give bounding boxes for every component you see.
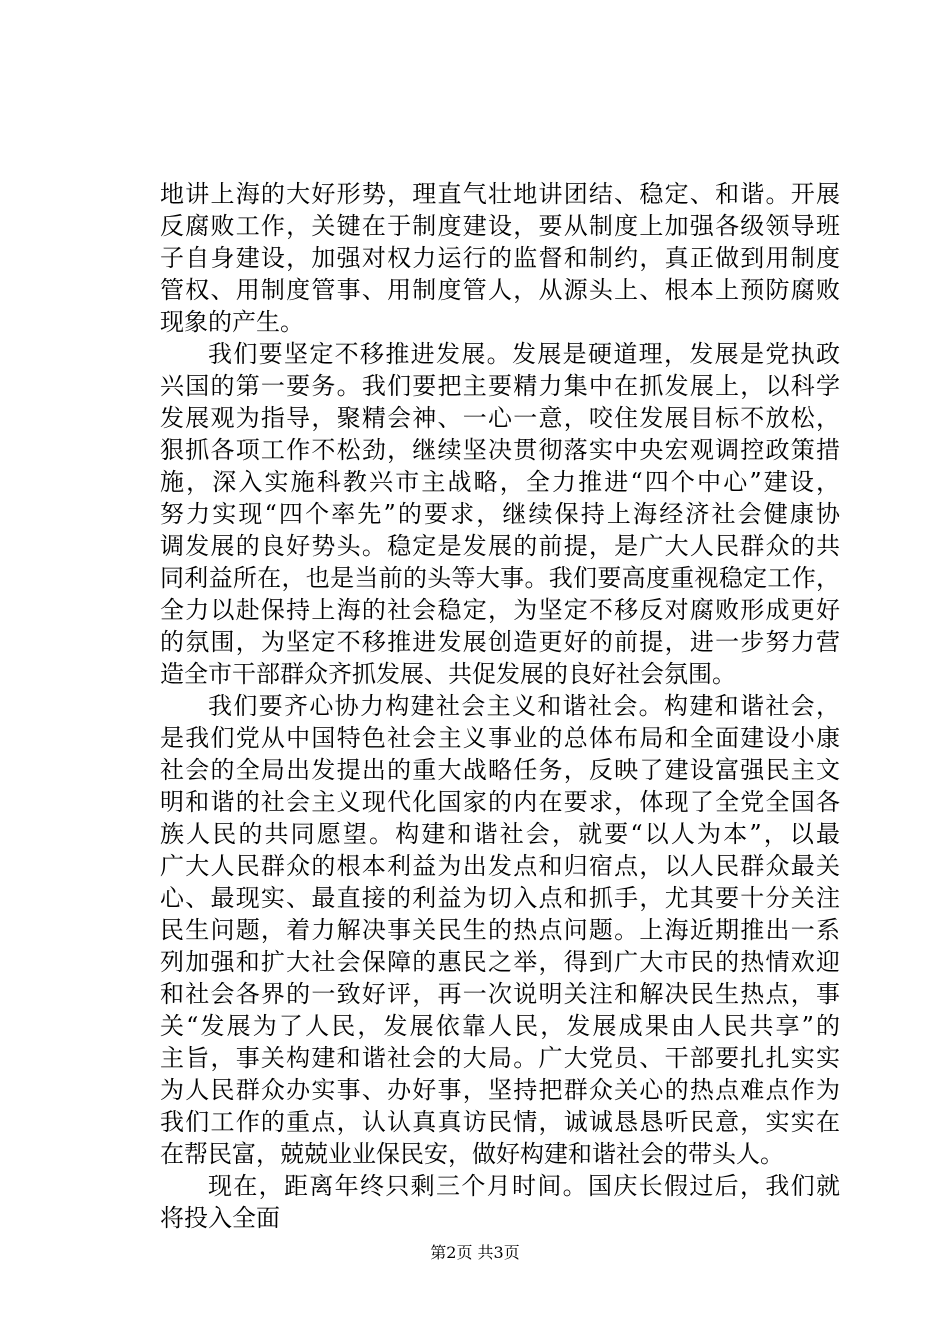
text-line: 心、最现实、最直接的利益为切入点和抓手，尤其要十分关注 bbox=[160, 884, 840, 912]
text-line: 我们要坚定不移推进发展。发展是硬道理，发展是党执政 bbox=[208, 340, 840, 368]
text-line: 调发展的良好势头。稳定是发展的前提，是广大人民群众的共 bbox=[160, 532, 840, 560]
text-line: 关“发展为了人民，发展依靠人民，发展成果由人民共享”的 bbox=[160, 1012, 840, 1040]
text-line: 管权、用制度管事、用制度管人，从源头上、根本上预防腐败 bbox=[160, 276, 840, 304]
paragraph bbox=[160, 338, 840, 690]
text-line: 施，深入实施科教兴市主战略，全力推进“四个中心”建设， bbox=[160, 468, 840, 496]
text-line: 广大人民群众的根本利益为出发点和归宿点，以人民群众最关 bbox=[160, 852, 840, 880]
text-line: 努力实现“四个率先”的要求，继续保持上海经济社会健康协 bbox=[160, 500, 840, 528]
paragraph bbox=[160, 1170, 840, 1234]
text-line: 全力以赴保持上海的社会稳定，为坚定不移反对腐败形成更好 bbox=[160, 596, 840, 624]
text-line: 的氛围，为坚定不移推进发展创造更好的前提，进一步努力营 bbox=[160, 628, 840, 656]
text-line: 发展观为指导，聚精会神、一心一意，咬住发展目标不放松， bbox=[160, 404, 840, 432]
page-footer bbox=[0, 1243, 950, 1263]
text-line: 是我们党从中国特色社会主义事业的总体布局和全面建设小康 bbox=[160, 724, 840, 752]
text-line: 在帮民富，兢兢业业保民安，做好构建和谐社会的带头人。 bbox=[160, 1140, 784, 1168]
page-number-label: 第2页 共3页 bbox=[430, 1243, 520, 1262]
text-line: 造全市干部群众齐抓发展、共促发展的良好社会氛围。 bbox=[160, 660, 736, 688]
text-line: 列加强和扩大社会保障的惠民之举，得到广大市民的热情欢迎 bbox=[160, 948, 840, 976]
paragraph bbox=[160, 178, 840, 338]
text-line: 社会的全局出发提出的重大战略任务，反映了建设富强民主文 bbox=[160, 756, 840, 784]
text-line: 地讲上海的大好形势，理直气壮地讲团结、稳定、和谐。开展 bbox=[160, 180, 840, 208]
text-line: 和社会各界的一致好评，再一次说明关注和解决民生热点，事 bbox=[160, 980, 840, 1008]
text-line: 主旨，事关构建和谐社会的大局。广大党员、干部要扎扎实实 bbox=[160, 1044, 840, 1072]
text-line: 民生问题，着力解决事关民生的热点问题。上海近期推出一系 bbox=[160, 916, 840, 944]
text-line: 为人民群众办实事、办好事，坚持把群众关心的热点难点作为 bbox=[160, 1076, 840, 1104]
text-line: 明和谐的社会主义现代化国家的内在要求，体现了全党全国各 bbox=[160, 788, 840, 816]
text-line: 子自身建设，加强对权力运行的监督和制约，真正做到用制度 bbox=[160, 244, 840, 272]
text-line: 狠抓各项工作不松劲，继续坚决贯彻落实中央宏观调控政策措 bbox=[160, 436, 840, 464]
text-line: 兴国的第一要务。我们要把主要精力集中在抓发展上，以科学 bbox=[160, 372, 840, 400]
paragraph bbox=[160, 690, 840, 1170]
text-line: 我们工作的重点，认认真真访民情，诚诚恳恳听民意，实实在 bbox=[160, 1108, 840, 1136]
text-line: 我们要齐心协力构建社会主义和谐社会。构建和谐社会， bbox=[208, 692, 840, 720]
document-body bbox=[160, 178, 840, 1234]
text-line: 反腐败工作，关键在于制度建设，要从制度上加强各级领导班 bbox=[160, 212, 840, 240]
text-line: 族人民的共同愿望。构建和谐社会，就要“以人为本”，以最 bbox=[160, 820, 840, 848]
text-line: 将投入全面 bbox=[160, 1204, 280, 1232]
text-line: 同利益所在，也是当前的头等大事。我们要高度重视稳定工作， bbox=[160, 564, 840, 592]
text-line: 现在，距离年终只剩三个月时间。国庆长假过后，我们就 bbox=[208, 1172, 840, 1200]
text-line: 现象的产生。 bbox=[160, 308, 304, 336]
